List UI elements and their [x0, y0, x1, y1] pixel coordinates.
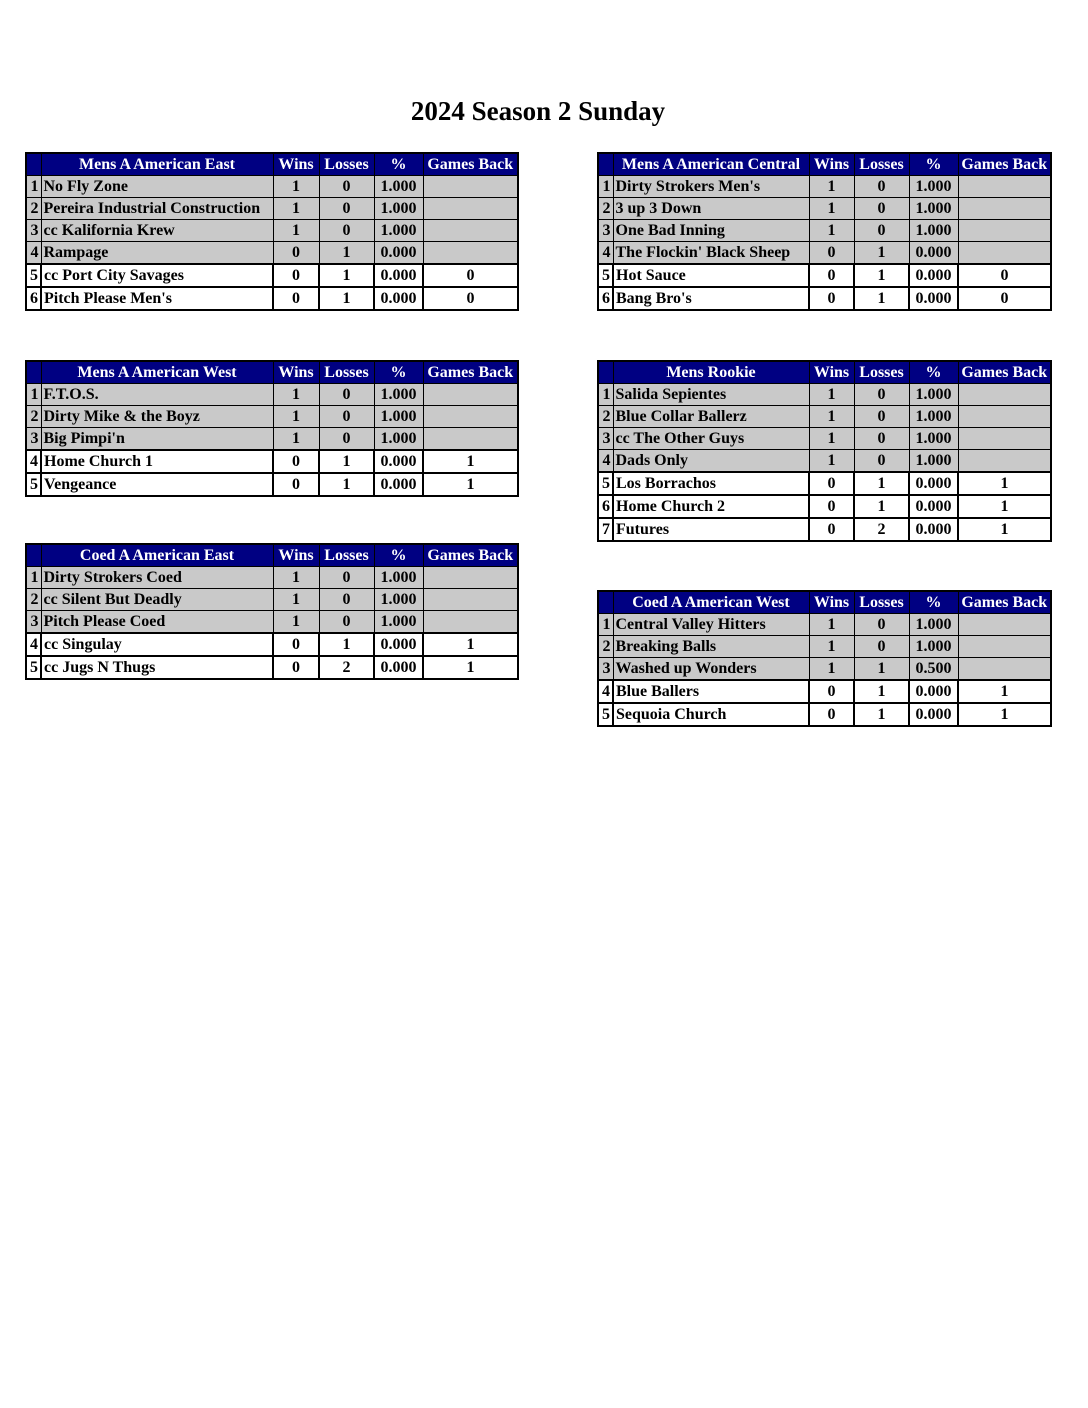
team-row	[598, 518, 1051, 541]
wins-cell: 1	[273, 611, 319, 634]
games-back-cell	[423, 428, 518, 451]
wins-cell: 0	[273, 287, 319, 310]
games-back-cell	[958, 242, 1051, 265]
games-back-header: Games Back	[423, 153, 518, 176]
games-back-cell	[958, 384, 1051, 406]
losses-cell: 0	[854, 198, 909, 220]
games-back-header: Games Back	[958, 591, 1051, 614]
wins-cell: 0	[809, 518, 854, 541]
losses-cell: 0	[319, 220, 374, 242]
rank-header-cell	[598, 361, 613, 384]
rank-cell: 3	[598, 220, 613, 242]
rank-header-cell	[598, 591, 613, 614]
losses-cell: 0	[854, 636, 909, 658]
pct-header: %	[374, 544, 423, 567]
games-back-cell: 1	[958, 703, 1051, 726]
losses-cell: 2	[854, 518, 909, 541]
rank-cell: 1	[26, 176, 41, 198]
losses-cell: 1	[319, 473, 374, 496]
games-back-cell: 1	[423, 473, 518, 496]
games-back-cell: 1	[423, 633, 518, 656]
wins-cell: 1	[273, 567, 319, 589]
pct-cell: 0.000	[374, 633, 423, 656]
pct-header: %	[909, 591, 958, 614]
division-title: Mens A American Central	[613, 153, 809, 176]
losses-cell: 0	[319, 611, 374, 634]
losses-cell: 0	[854, 220, 909, 242]
losses-header: Losses	[319, 153, 374, 176]
team-name-cell: cc Jugs N Thugs	[41, 656, 273, 679]
team-name-cell: Pitch Please Coed	[41, 611, 273, 634]
team-name-cell: Dads Only	[613, 450, 809, 473]
pct-cell: 0.000	[909, 242, 958, 265]
games-back-cell: 0	[423, 264, 518, 287]
team-name-cell: cc Port City Savages	[41, 264, 273, 287]
wins-cell: 0	[273, 450, 319, 473]
rank-cell: 1	[598, 614, 613, 636]
wins-cell: 1	[809, 636, 854, 658]
wins-header: Wins	[273, 544, 319, 567]
wins-cell: 1	[273, 176, 319, 198]
pct-cell: 1.000	[374, 384, 423, 406]
rank-header-cell	[26, 544, 41, 567]
pct-header: %	[909, 153, 958, 176]
pct-cell: 0.000	[374, 287, 423, 310]
team-row	[26, 264, 518, 287]
team-row	[26, 176, 518, 198]
team-name-cell: Bang Bro's	[613, 287, 809, 310]
pct-header: %	[909, 361, 958, 384]
losses-cell: 1	[854, 658, 909, 681]
pct-cell: 1.000	[909, 220, 958, 242]
rank-cell: 2	[26, 589, 41, 611]
losses-header: Losses	[319, 544, 374, 567]
pct-cell: 1.000	[374, 567, 423, 589]
games-back-cell	[423, 406, 518, 428]
pct-cell: 1.000	[374, 220, 423, 242]
wins-cell: 0	[273, 242, 319, 265]
division-table-mens-a-american-west	[25, 360, 519, 497]
team-row	[598, 384, 1051, 406]
losses-cell: 1	[854, 287, 909, 310]
wins-cell: 1	[273, 589, 319, 611]
team-row	[26, 450, 518, 473]
team-name-cell: Salida Sepientes	[613, 384, 809, 406]
team-name-cell: Home Church 1	[41, 450, 273, 473]
team-name-cell: cc Kalifornia Krew	[41, 220, 273, 242]
games-back-cell	[423, 589, 518, 611]
wins-cell: 1	[273, 384, 319, 406]
losses-cell: 2	[319, 656, 374, 679]
pct-cell: 1.000	[374, 611, 423, 634]
games-back-cell	[958, 636, 1051, 658]
rank-cell: 2	[598, 198, 613, 220]
wins-cell: 1	[809, 428, 854, 450]
team-name-cell: Sequoia Church	[613, 703, 809, 726]
team-row	[598, 220, 1051, 242]
team-name-cell: Washed up Wonders	[613, 658, 809, 681]
pct-cell: 0.000	[374, 242, 423, 265]
team-name-cell: Dirty Strokers Coed	[41, 567, 273, 589]
pct-cell: 1.000	[909, 450, 958, 473]
losses-cell: 0	[319, 567, 374, 589]
games-back-cell: 0	[423, 287, 518, 310]
pct-cell: 0.500	[909, 658, 958, 681]
wins-cell: 1	[809, 384, 854, 406]
rank-cell: 1	[26, 384, 41, 406]
pct-cell: 0.000	[909, 495, 958, 518]
rank-cell: 2	[26, 198, 41, 220]
pct-cell: 1.000	[909, 176, 958, 198]
losses-cell: 1	[854, 680, 909, 703]
team-row	[26, 242, 518, 265]
pct-cell: 0.000	[374, 473, 423, 496]
division-table-mens-a-american-central	[597, 152, 1052, 311]
rank-cell: 4	[26, 450, 41, 473]
losses-header: Losses	[854, 591, 909, 614]
table-header-row	[598, 153, 1051, 176]
team-name-cell: Futures	[613, 518, 809, 541]
wins-cell: 1	[273, 406, 319, 428]
wins-cell: 1	[273, 220, 319, 242]
standings-table	[25, 360, 519, 497]
rank-cell: 4	[26, 633, 41, 656]
pct-cell: 1.000	[909, 428, 958, 450]
division-table-coed-a-american-west	[597, 590, 1052, 727]
team-row	[598, 176, 1051, 198]
team-row	[26, 287, 518, 310]
team-row	[598, 242, 1051, 265]
pct-cell: 1.000	[374, 176, 423, 198]
losses-cell: 0	[854, 450, 909, 473]
pct-cell: 1.000	[374, 406, 423, 428]
losses-cell: 0	[319, 406, 374, 428]
games-back-cell: 1	[423, 656, 518, 679]
wins-cell: 1	[809, 406, 854, 428]
team-row	[598, 680, 1051, 703]
pct-cell: 0.000	[374, 656, 423, 679]
pct-cell: 0.000	[909, 264, 958, 287]
page-title: 2024 Season 2 Sunday	[410, 96, 666, 126]
team-row	[26, 567, 518, 589]
wins-cell: 1	[809, 658, 854, 681]
table-header-row	[598, 591, 1051, 614]
team-name-cell: Central Valley Hitters	[613, 614, 809, 636]
games-back-cell: 0	[958, 287, 1051, 310]
losses-cell: 0	[854, 406, 909, 428]
games-back-cell: 1	[958, 472, 1051, 495]
rank-cell: 5	[26, 473, 41, 496]
pct-cell: 1.000	[909, 406, 958, 428]
team-row	[26, 220, 518, 242]
games-back-cell	[423, 198, 518, 220]
pct-cell: 0.000	[909, 518, 958, 541]
wins-cell: 0	[273, 264, 319, 287]
rank-cell: 5	[26, 656, 41, 679]
team-row	[598, 614, 1051, 636]
wins-cell: 0	[809, 680, 854, 703]
wins-cell: 0	[809, 287, 854, 310]
wins-cell: 1	[809, 176, 854, 198]
team-row	[598, 450, 1051, 473]
losses-cell: 1	[319, 450, 374, 473]
losses-cell: 1	[854, 495, 909, 518]
team-name-cell: Dirty Strokers Men's	[613, 176, 809, 198]
wins-cell: 1	[809, 198, 854, 220]
games-back-cell	[423, 611, 518, 634]
losses-cell: 0	[854, 176, 909, 198]
team-name-cell: Rampage	[41, 242, 273, 265]
games-back-cell	[423, 176, 518, 198]
team-row	[598, 472, 1051, 495]
pct-cell: 0.000	[909, 680, 958, 703]
wins-header: Wins	[809, 361, 854, 384]
rank-cell: 2	[26, 406, 41, 428]
rank-cell: 3	[598, 658, 613, 681]
losses-cell: 1	[854, 472, 909, 495]
games-back-cell	[958, 176, 1051, 198]
pct-header: %	[374, 361, 423, 384]
games-back-cell: 1	[958, 518, 1051, 541]
team-name-cell: Vengeance	[41, 473, 273, 496]
pct-cell: 1.000	[374, 589, 423, 611]
team-name-cell: Big Pimpi'n	[41, 428, 273, 451]
team-name-cell: Home Church 2	[613, 495, 809, 518]
wins-cell: 1	[273, 198, 319, 220]
rank-cell: 5	[26, 264, 41, 287]
rank-cell: 3	[26, 220, 41, 242]
wins-cell: 0	[809, 264, 854, 287]
pct-cell: 1.000	[909, 198, 958, 220]
losses-cell: 0	[854, 384, 909, 406]
division-title: Coed A American West	[613, 591, 809, 614]
wins-header: Wins	[273, 361, 319, 384]
division-table-mens-a-american-east	[25, 152, 519, 311]
division-table-coed-a-american-east	[25, 543, 519, 680]
rank-header-cell	[26, 361, 41, 384]
team-row	[598, 658, 1051, 681]
standings-table	[597, 152, 1052, 311]
wins-cell: 0	[273, 656, 319, 679]
division-title: Coed A American East	[41, 544, 273, 567]
team-row	[598, 287, 1051, 310]
losses-cell: 1	[319, 242, 374, 265]
losses-cell: 0	[319, 198, 374, 220]
wins-cell: 0	[273, 633, 319, 656]
team-row	[598, 198, 1051, 220]
team-name-cell: Breaking Balls	[613, 636, 809, 658]
team-row	[598, 428, 1051, 450]
team-name-cell: 3 up 3 Down	[613, 198, 809, 220]
games-back-cell	[423, 242, 518, 265]
team-row	[26, 384, 518, 406]
team-row	[26, 633, 518, 656]
rank-cell: 3	[26, 611, 41, 634]
games-back-cell	[958, 198, 1051, 220]
games-back-header: Games Back	[423, 361, 518, 384]
rank-header-cell	[598, 153, 613, 176]
games-back-cell: 1	[958, 680, 1051, 703]
table-header-row	[26, 153, 518, 176]
games-back-cell	[958, 614, 1051, 636]
team-name-cell: Blue Ballers	[613, 680, 809, 703]
pct-cell: 0.000	[909, 472, 958, 495]
wins-cell: 0	[809, 495, 854, 518]
division-title: Mens A American West	[41, 361, 273, 384]
pct-cell: 0.000	[374, 450, 423, 473]
games-back-cell	[958, 658, 1051, 681]
losses-cell: 0	[854, 428, 909, 450]
team-row	[26, 406, 518, 428]
games-back-cell: 1	[423, 450, 518, 473]
pct-cell: 1.000	[374, 198, 423, 220]
games-back-cell	[958, 220, 1051, 242]
pct-cell: 0.000	[909, 287, 958, 310]
table-header-row	[598, 361, 1051, 384]
standings-table	[597, 360, 1052, 542]
team-name-cell: F.T.O.S.	[41, 384, 273, 406]
rank-cell: 2	[598, 406, 613, 428]
team-row	[26, 473, 518, 496]
team-row	[26, 656, 518, 679]
standings-table	[25, 152, 519, 311]
losses-cell: 1	[319, 264, 374, 287]
team-row	[598, 703, 1051, 726]
pct-cell: 1.000	[909, 614, 958, 636]
rank-cell: 1	[598, 176, 613, 198]
pct-header: %	[374, 153, 423, 176]
losses-cell: 1	[854, 242, 909, 265]
losses-cell: 0	[319, 384, 374, 406]
standings-table	[597, 590, 1052, 727]
wins-header: Wins	[809, 591, 854, 614]
rank-cell: 3	[598, 428, 613, 450]
team-row	[598, 636, 1051, 658]
rank-header-cell	[26, 153, 41, 176]
games-back-cell	[423, 567, 518, 589]
team-name-cell: Los Borrachos	[613, 472, 809, 495]
games-back-cell: 0	[958, 264, 1051, 287]
standings-table	[25, 543, 519, 680]
wins-cell: 1	[273, 428, 319, 451]
pct-cell: 1.000	[374, 428, 423, 451]
rank-cell: 4	[26, 242, 41, 265]
games-back-cell	[958, 450, 1051, 473]
rank-cell: 1	[598, 384, 613, 406]
rank-cell: 6	[26, 287, 41, 310]
table-header-row	[26, 544, 518, 567]
games-back-cell	[423, 220, 518, 242]
team-name-cell: cc Silent But Deadly	[41, 589, 273, 611]
team-name-cell: The Flockin' Black Sheep	[613, 242, 809, 265]
rank-cell: 5	[598, 472, 613, 495]
losses-cell: 0	[319, 176, 374, 198]
wins-cell: 0	[273, 473, 319, 496]
wins-cell: 1	[809, 614, 854, 636]
wins-cell: 0	[809, 472, 854, 495]
team-row	[26, 589, 518, 611]
team-row	[598, 495, 1051, 518]
team-name-cell: cc The Other Guys	[613, 428, 809, 450]
division-table-mens-rookie	[597, 360, 1052, 542]
rank-cell: 2	[598, 636, 613, 658]
losses-cell: 1	[854, 703, 909, 726]
team-name-cell: Blue Collar Ballerz	[613, 406, 809, 428]
team-name-cell: No Fly Zone	[41, 176, 273, 198]
team-name-cell: Pitch Please Men's	[41, 287, 273, 310]
team-name-cell: cc Singulay	[41, 633, 273, 656]
rank-cell: 6	[598, 495, 613, 518]
wins-header: Wins	[273, 153, 319, 176]
pct-cell: 1.000	[909, 384, 958, 406]
losses-header: Losses	[854, 361, 909, 384]
wins-cell: 1	[809, 220, 854, 242]
rank-cell: 6	[598, 287, 613, 310]
team-row	[26, 198, 518, 220]
wins-header: Wins	[809, 153, 854, 176]
rank-cell: 5	[598, 264, 613, 287]
games-back-cell	[958, 406, 1051, 428]
pct-cell: 0.000	[374, 264, 423, 287]
rank-cell: 5	[598, 703, 613, 726]
games-back-header: Games Back	[958, 153, 1051, 176]
losses-header: Losses	[854, 153, 909, 176]
losses-cell: 0	[319, 428, 374, 451]
pct-cell: 1.000	[909, 636, 958, 658]
rank-cell: 4	[598, 242, 613, 265]
pct-cell: 0.000	[909, 703, 958, 726]
games-back-cell	[423, 384, 518, 406]
games-back-cell: 1	[958, 495, 1051, 518]
wins-cell: 1	[809, 450, 854, 473]
rank-cell: 1	[26, 567, 41, 589]
team-row	[598, 406, 1051, 428]
rank-cell: 3	[26, 428, 41, 451]
team-row	[26, 428, 518, 451]
division-title: Mens A American East	[41, 153, 273, 176]
games-back-header: Games Back	[958, 361, 1051, 384]
rank-cell: 4	[598, 680, 613, 703]
losses-cell: 1	[854, 264, 909, 287]
team-name-cell: One Bad Inning	[613, 220, 809, 242]
team-name-cell: Hot Sauce	[613, 264, 809, 287]
games-back-cell	[958, 428, 1051, 450]
team-name-cell: Pereira Industrial Construction	[41, 198, 273, 220]
games-back-header: Games Back	[423, 544, 518, 567]
losses-cell: 0	[319, 589, 374, 611]
wins-cell: 0	[809, 242, 854, 265]
team-row	[26, 611, 518, 634]
rank-cell: 7	[598, 518, 613, 541]
table-header-row	[26, 361, 518, 384]
rank-cell: 4	[598, 450, 613, 473]
team-row	[598, 264, 1051, 287]
team-name-cell: Dirty Mike & the Boyz	[41, 406, 273, 428]
wins-cell: 0	[809, 703, 854, 726]
losses-cell: 1	[319, 633, 374, 656]
losses-header: Losses	[319, 361, 374, 384]
division-title: Mens Rookie	[613, 361, 809, 384]
losses-cell: 0	[854, 614, 909, 636]
losses-cell: 1	[319, 287, 374, 310]
